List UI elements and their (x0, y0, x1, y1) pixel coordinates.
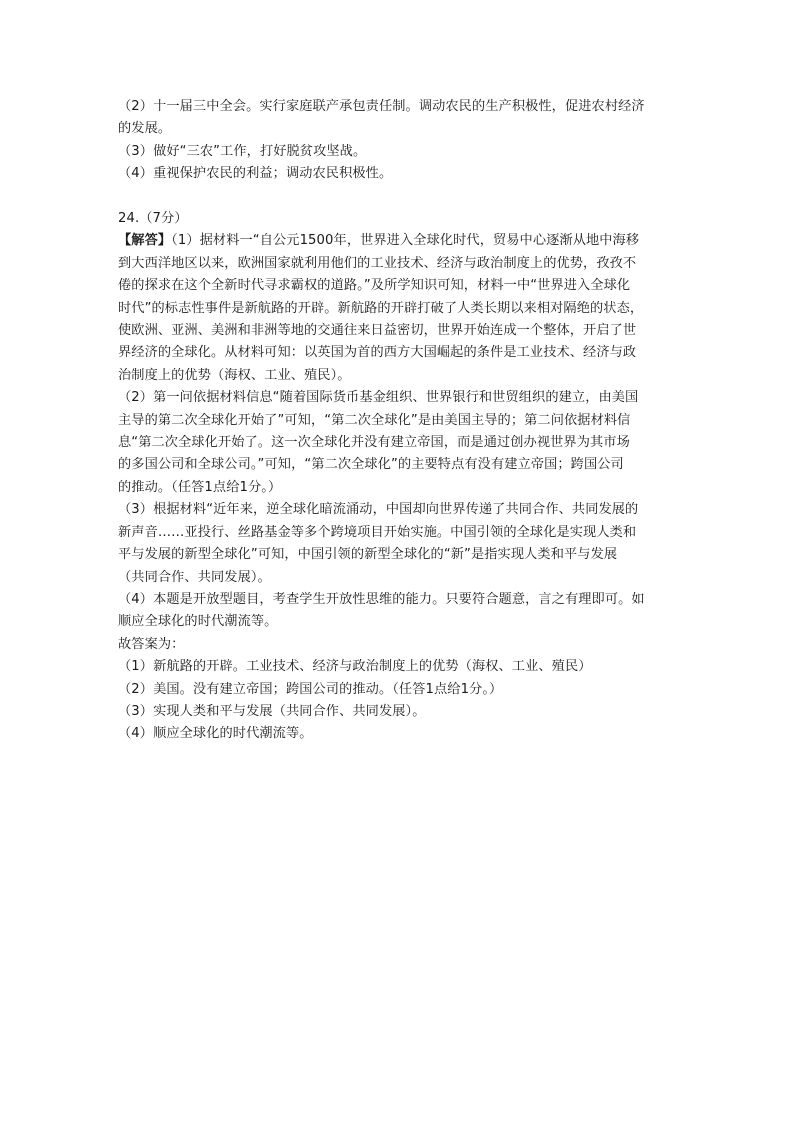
analysis-line: 倦的探求在这个全新时代寻求霸权的道路。”及所学知识可知，材料一中“世界进入全球化 (118, 278, 631, 294)
answer-line: （2）美国。没有建立帝国；跨国公司的推动。（任答1点给1分。） (118, 681, 503, 697)
answer-title: 故答案为： (118, 636, 185, 652)
analysis-line: 息“第二次全球化开始了。这一次全球化并没有建立帝国，而是通过创办视世界为其市场 (118, 435, 630, 451)
analysis-line: 使欧洲、亚洲、美洲和非洲等地的交通往来日益密切，世界开始连成一个整体，开启了世 (118, 323, 637, 339)
analysis-line: （共同合作、共同发展）。 (118, 569, 271, 585)
analysis-line: （3）根据材料“近年来，逆全球化暗流涌动，中国却向世界传递了共同合作、共同发展的 (118, 502, 639, 518)
text-line: （3）做好“三农”工作，打好脱贫攻坚战。 (118, 143, 367, 159)
previous-answer-section (118, 96, 680, 186)
analysis-line: 顺应全球化的时代潮流等。 (118, 614, 278, 630)
analysis-line: 新声音……亚投行、丝路基金等多个跨境项目开始实施。中国引领的全球化是实现人类和 (118, 524, 637, 540)
text-line: （2）十一届三中全会。实行家庭联产承包责任制。调动农民的生产积极性，促进农村经济 (118, 99, 645, 114)
analysis-text: （1）据材料一“自公元1500年，世界进入全球化时代，贸易中心逐渐从地中海移 (171, 233, 640, 249)
analysis-line: （2）第一问依据材料信息“随着国际货币基金组织、世界银行和世贸组织的建立，由美国 (118, 390, 639, 406)
analysis-line: 治制度上的优势（海权、工业、殖民）。 (118, 367, 351, 383)
analysis-line: 主导的第二次全球化开始了”可知，“第二次全球化”是由美国主导的；第二问依据材料信 (118, 412, 631, 428)
analysis-line: 的多国公司和全球公司。”可知，“第二次全球化”的主要特点有没有建立帝国；跨国公司 (118, 457, 624, 473)
analysis-line: 界经济的全球化。从材料可知：以英国为首的西方大国崛起的条件是工业技术、经济与政 (118, 345, 637, 361)
analysis-line: 的推动。（任答1点给1分。） (118, 479, 282, 495)
analysis-tag: 【解答】 (118, 233, 172, 249)
question-header: 24.（7分） (118, 211, 188, 227)
paragraph-spacer (118, 186, 680, 208)
analysis-first-line (118, 230, 680, 252)
answer-line: （1）新航路的开辟。工业技术、经济与政治制度上的优势（海权、工业、殖民） (118, 659, 592, 675)
answer-line: （3）实现人类和平与发展（共同合作、共同发展）。 (118, 703, 426, 719)
document-page (118, 96, 680, 746)
analysis-line: （4）本题是开放型题目，考查学生开放性思维的能力。只要符合题意，言之有理即可。如 (118, 591, 645, 607)
analysis-line: 平与发展的新型全球化”可知，中国引领的新型全球化的“新”是指实现人类和平与发展 (118, 547, 618, 563)
text-line: 的发展。 (118, 121, 172, 137)
analysis-line: 到大西洋地区以来，欧洲国家就利用他们的工业技术、经济与政治制度上的优势，孜孜不 (118, 255, 637, 271)
analysis-line: 时代”的标志性事件是新航路的开辟。新航路的开辟打破了人类长期以来相对隔绝的状态， (118, 300, 644, 316)
question-24-section (118, 208, 680, 746)
answer-line: （4）顺应全球化的时代潮流等。 (118, 726, 313, 742)
text-line: （4）重视保护农民的利益；调动农民积极性。 (118, 166, 393, 182)
